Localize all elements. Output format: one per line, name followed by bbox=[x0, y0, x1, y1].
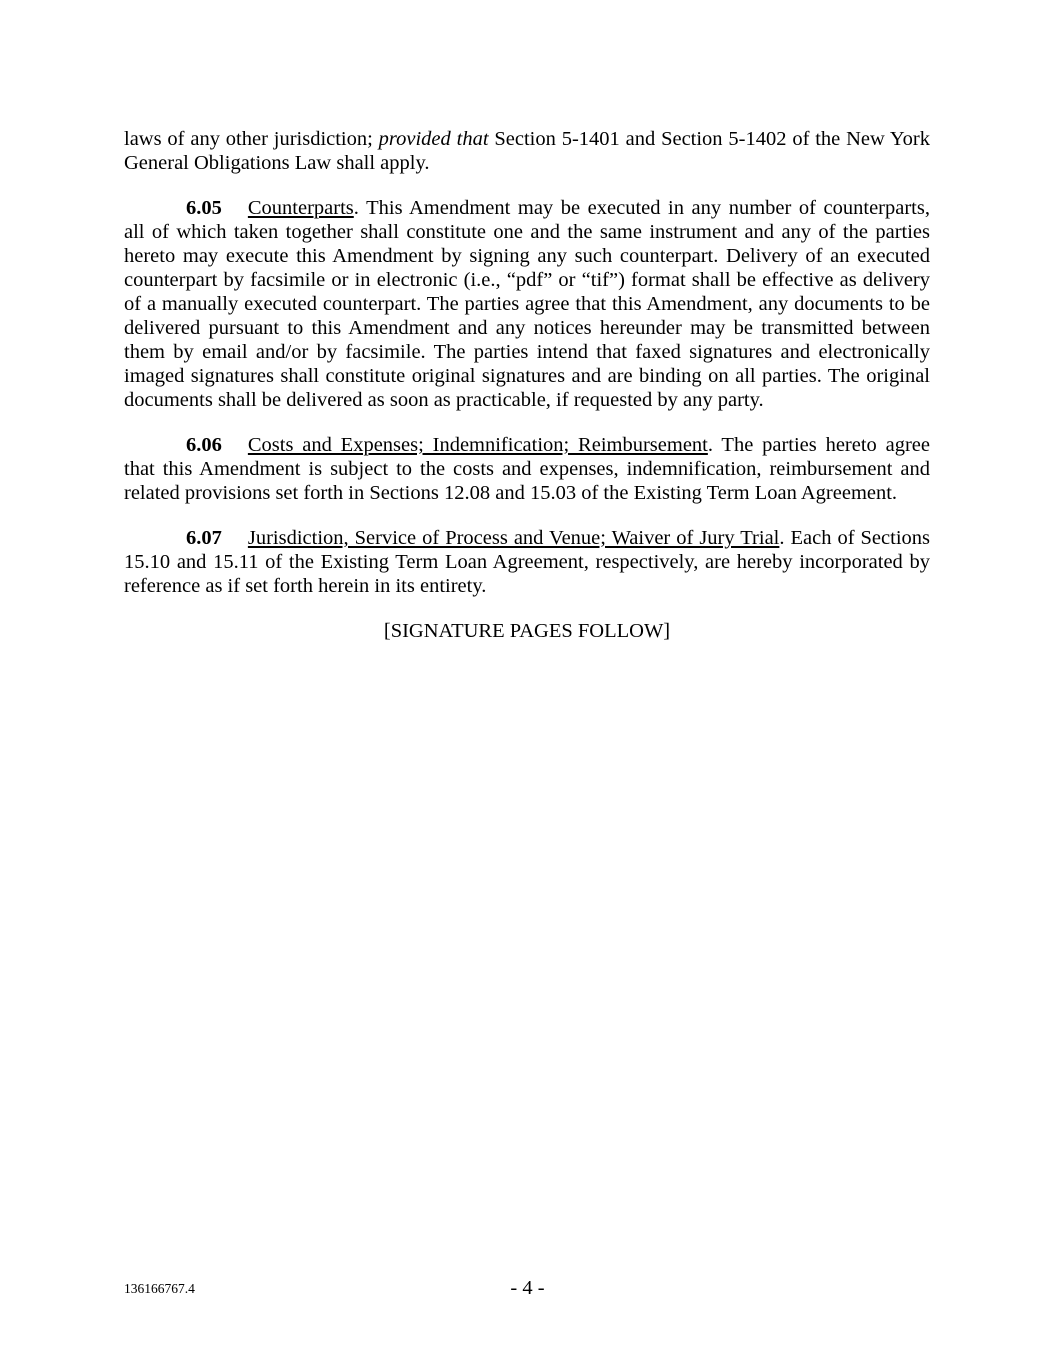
section-6-07 bbox=[124, 526, 930, 598]
section-number: 6.07 bbox=[186, 527, 222, 549]
section-6-06 bbox=[124, 433, 930, 505]
section-body-text: . Each of Sections 15.10 and 15.11 of the Existing Term Loan Agreement, respectively, are hereby incorporated by reference as if set forth herein in its entirety. bbox=[124, 527, 930, 597]
intro-text-italic: provided that bbox=[378, 128, 489, 150]
section-body-text: . This Amendment may be executed in any number of counterparts, all of which taken together shall constitute one and the same instrument and any of the parties hereto may execute this Amendment by signing any such counterpart. Delivery of an executed counterpart by facsimile or in electronic (i.e., “pdf” or “tif”) format shall be effective as delivery of a manually executed counterpart. The parties agree that this Amendment, any documents to be delivered pursuant to this Amendment and any notices hereunder may be transmitted between them by email and/or by facsimile. The parties intend that faxed signatures and electronically imaged signatures shall constitute original signatures and are binding on all parties. The original documents shall be delivered as soon as practicable, if requested by any party. bbox=[124, 197, 930, 411]
section-body-text: . The parties hereto agree that this Amendment is subject to the costs and expenses, indemnification, reimbursement and related provisions set forth in Sections 12.08 and 15.03 of the Existing Term Loan Agreement. bbox=[124, 434, 930, 504]
footer-document-number: 136166767.4 bbox=[124, 1281, 195, 1296]
paragraph-jurisdiction-continuation bbox=[124, 127, 930, 175]
intro-text-post: Section 5-1401 and Section 5-1402 of the New York General Obligations Law shall apply. bbox=[124, 128, 930, 174]
section-heading: Counterparts bbox=[247, 197, 354, 219]
document-body bbox=[124, 127, 930, 643]
intro-text-pre: laws of any other jurisdiction; bbox=[124, 128, 379, 150]
section-number: 6.05 bbox=[186, 197, 222, 219]
section-heading: Jurisdiction, Service of Process and Venue; Waiver of Jury Trial bbox=[247, 527, 780, 549]
section-number: 6.06 bbox=[186, 434, 222, 456]
section-6-05 bbox=[124, 196, 930, 412]
footer-page-number: - 4 - bbox=[510, 1277, 545, 1299]
signature-pages-note: [SIGNATURE PAGES FOLLOW] bbox=[383, 620, 671, 642]
section-heading: Costs and Expenses; Indemnification; Reimbursement bbox=[247, 434, 708, 456]
